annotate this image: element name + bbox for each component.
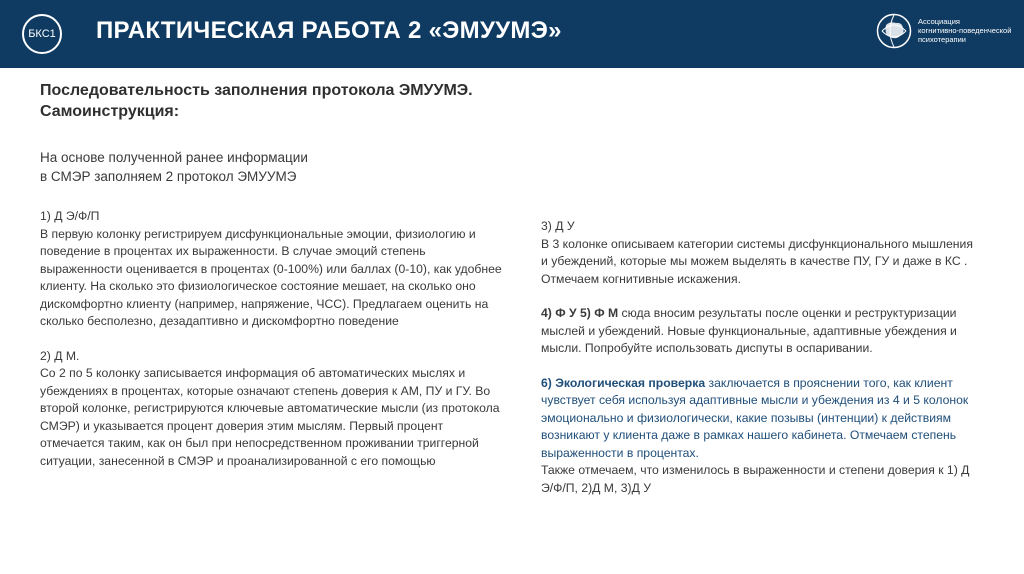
intro-text: На основе полученной ранее информации в СМЭР заполняем 2 протокол ЭМУУМЭ (40, 150, 308, 184)
association-logo-text: Ассоциация когнитивно-поведенческой психотерапии (918, 17, 1012, 44)
step-1-text: В первую колонку регистрируем дисфункциональные эмоции, физиологию и поведение в процентах их выраженности. В случае эмоций степень выраженности оценивается в процентах (0-100%) или баллах (0-10), как удобнее клиенту. На сколько это физиологическое состояние мешает, на сколько оно дискомфортно клиенту (например, напряжение, ЧСС). Предлагаем оценить на сколько бесполезно, дезадаптивно и дискомфортно поведение (40, 226, 502, 328)
step-6-title: 6) Экологическая проверка (541, 375, 706, 390)
step-3 (541, 218, 981, 288)
section-heading: Последовательность заполнения протокола ЭМУУМЭ. Самоинструкция: (40, 82, 473, 120)
step-3-title: 3) Д У (541, 219, 575, 233)
step-4-5-title: 4) Ф У 5) Ф М (541, 306, 619, 320)
header-bar (0, 0, 1024, 68)
left-column (40, 208, 510, 487)
step-1 (40, 208, 510, 331)
brain-globe-icon (876, 13, 912, 49)
step-2-title: 2) Д М. (40, 348, 80, 363)
step-2 (40, 348, 510, 471)
step-4-5-text: сюда вносим результаты после оценки и реструктуризации мыслей и убеждений. Новые функциональные, адаптивные убеждения и мысли. Попробуйте использовать диспуты в оспаривании. (541, 306, 957, 355)
step-6-note: Также отмечаем, что изменилось в выраженности и степени доверия к 1) Д Э/Ф/П, 2)Д М, 3)Д У (541, 463, 970, 495)
section-badge: БКС1 (22, 14, 62, 54)
step-4-5 (541, 305, 981, 358)
step-2-text: Со 2 по 5 колонку записывается информация об автоматических мыслях и убеждениях в процентах, которые означают степень доверия к АМ, ПУ и ГУ. Во второй колонке, регистрируются ключевые автоматические мысли (из протокола СМЭР) и указывается процент доверия этим мыслям. Первый процент отмечается таким, как он был при непосредственном проживании триггерной ситуации, занесенной в СМЭР и проанализированной с его помощью (40, 366, 500, 468)
right-column (541, 218, 981, 514)
step-1-title: 1) Д Э/Ф/П (40, 209, 100, 223)
slide-title: ПРАКТИЧЕСКАЯ РАБОТА 2 «ЭМУУМЭ» (96, 17, 562, 44)
step-6 (541, 375, 981, 498)
step-3-text: В 3 колонке описываем категории системы дисфункционального мышления и убеждений, которые мы можем выделять в качестве ПУ, ГУ и даже в КС . Отмечаем когнитивные искажения. (541, 236, 973, 286)
step-6-text: заключается в прояснении того, как клиент чувствует себя используя адаптивные мысли и убеждения из 4 и 5 колонок эмоционально и физиологически, какие позывы (интенции) к действиям возникают у клиента даже в рамках нашего кабинета. Отмечаем степень выраженности в процентах. (541, 375, 969, 460)
